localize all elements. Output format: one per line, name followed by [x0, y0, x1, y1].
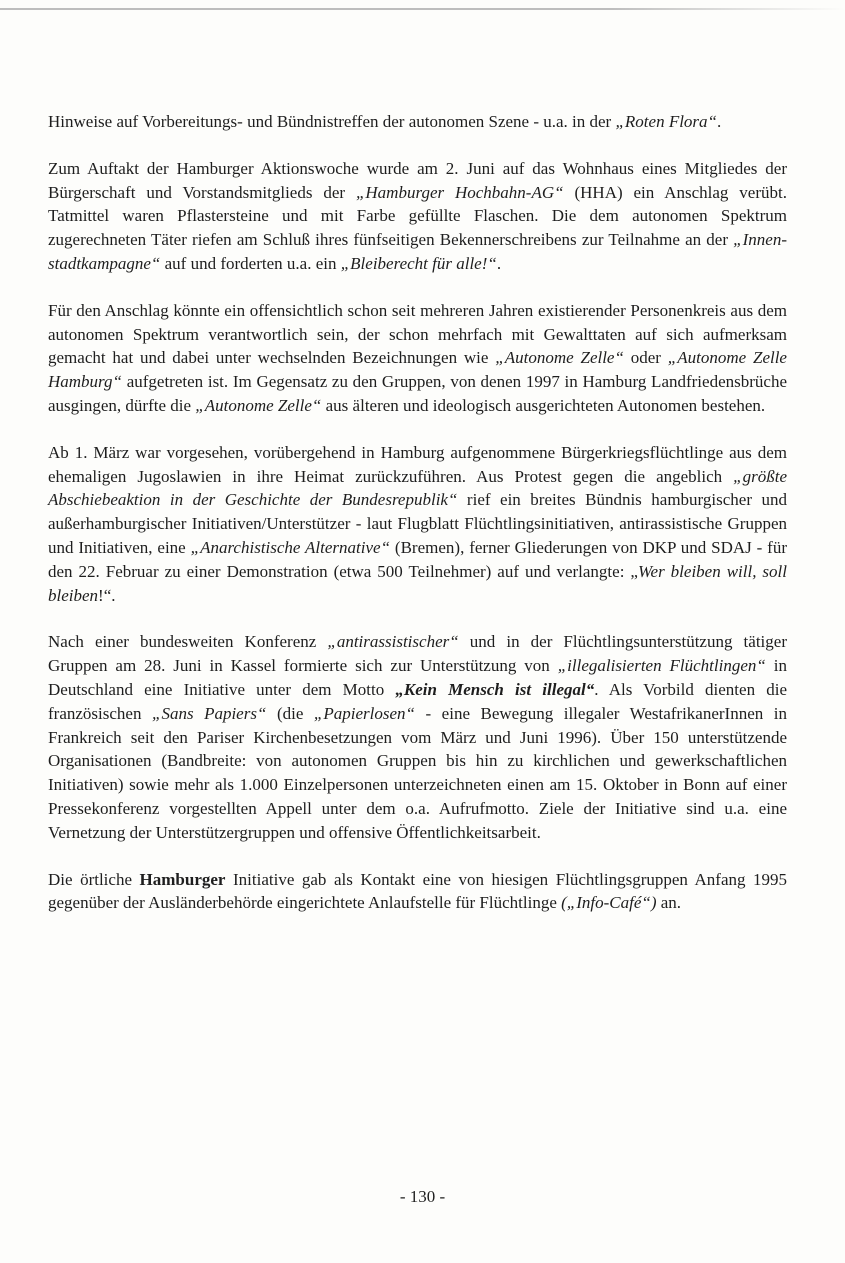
text: . Als Vorbild dienten die französischen: [48, 679, 788, 723]
emphasis: „Bleiberecht für alle!“: [340, 253, 497, 273]
emphasis: „Autonome Zelle Hamburg“: [48, 348, 787, 392]
page-number: - 130 -: [399, 1187, 446, 1206]
text: Zum Auftakt der Hamburger Aktionswoche wurde am 2. Juni auf das Wohnhaus eines Mitgliedes der Bürgerschaft und Vorstandsmitglieds der: [48, 158, 787, 202]
paragraph-roten-flora: [48, 110, 787, 134]
text: .: [496, 253, 502, 273]
text: - eine Bewegung illegaler WestafrikanerInnen in Frankreich seit den Pariser Kirchenbesetzungen vom März und Juni 1996). Über 150 unterstützende Organisationen (Bandbreite: von autonomen Gruppen bis hin zu kirchlichen und gewerkschaftlichen Initiativen) sowie mehr als 1.000 Einzelpersonen unterzeichneten einen am 15. Oktober in Bonn auf einer Pressekonferenz vorgestellten Appell unter dem o.a. Aufrufmotto. Ziele der Initiative sind u.a. eine Vernetzung der Unterstützergruppen und offensive Öffentlichkeitsarbeit.: [48, 703, 787, 842]
emphasis: „Hamburger Hochbahn-AG“: [355, 182, 564, 202]
text: (Bremen), ferner Gliederungen von DKP und SDAJ - für den 22. Februar zu einer Demonstration (etwa 500 Teilnehmer) auf und verlangte: „: [48, 537, 788, 581]
text: rief ein breites Bündnis hamburgischer und außerhamburgischer Initiativen/Unterstützer - laut Flugblatt Flüchtlingsinitiativen, antirassistische Gruppen und Initiativen, eine: [48, 490, 787, 557]
paragraph-kein-mensch-ist-illegal: [48, 630, 787, 844]
text: Für den Anschlag könnte ein offensichtlich schon seit mehreren Jahren existierender Personenkreis aus dem autonomen Spektrum verantwortlich sein, der schon mehrfach mit Gewalttaten auf sich aufmerksam gemacht hat und dabei unter wechselnden Bezeichnungen wie: [48, 300, 787, 368]
emphasis: „Roten Flora“: [615, 112, 718, 131]
text: (HHA) ein Anschlag verübt. Tatmittel waren Pflastersteine und mit Farbe gefüllte Flaschen. Die dem autonomen Spektrum zugerechneten Täter riefen am Schluß ihres fünfseitigen Bekennerschreibens zur Teilnahme an der: [48, 182, 787, 250]
emphasis: („Info-Café“): [561, 893, 657, 913]
paragraph-hamburger-initiative: [48, 868, 787, 916]
emphasis: „Anarchistische Alternative“: [190, 537, 391, 557]
text: auf und forderten u.a. ein: [160, 253, 341, 273]
emphasis: „antirassistischer“: [327, 632, 459, 652]
strong-emphasis: „Kein Mensch ist illegal“: [395, 679, 595, 699]
paragraph-aktionswoche: [48, 157, 787, 276]
text: in Deutschland eine Initiative unter dem Motto: [48, 656, 787, 699]
text: aufgetreten ist. Im Gegensatz zu den Gruppen, von denen 1997 in Hamburg Landfriedensbrüche ausgingen, dürfte die: [48, 372, 787, 415]
emphasis: Wer bleiben will, soll bleiben: [48, 561, 787, 605]
text: Die örtliche: [48, 869, 140, 889]
text: .: [717, 112, 722, 131]
text: (die: [266, 703, 314, 723]
text: und in der Flüchtlingsunterstützung tätiger Gruppen am 28. Juni in Kassel formierte sich zur Unterstützung von: [48, 632, 787, 676]
emphasis: „Innenstadtkampagne“: [48, 230, 787, 273]
text: Ab 1. März war vorgesehen, vorübergehend in Hamburg aufgenommene Bürgerkriegsflüchtlinge aus dem ehemaligen Jugoslawien in ihre Heimat zurückzuführen. Aus Protest gegen die angeblich: [48, 442, 787, 486]
emphasis: „Sans Papiers“: [151, 703, 267, 723]
text: Nach einer bundesweiten Konferenz: [48, 632, 328, 652]
emphasis: „Autonome Zelle“: [495, 348, 624, 368]
text: an.: [656, 893, 682, 913]
text: !“.: [98, 585, 116, 605]
text: aus älteren und ideologisch ausgerichteten Autonomen bestehen.: [321, 395, 766, 415]
text: Initiative gab als Kontakt eine von hiesigen Flüchtlingsgruppen Anfang 1995 gegenüber der Ausländerbehörde eingerichtete Anlaufstelle für Flüchtlinge: [48, 869, 788, 913]
text: Hinweise auf Vorbereitungs- und Bündnistreffen der autonomen Szene - u.a. in der: [48, 112, 616, 131]
document-body: [48, 110, 787, 938]
emphasis: „Autonome Zelle“: [195, 395, 322, 415]
emphasis: „Papierlosen“: [313, 703, 415, 723]
strong: Hamburger: [139, 869, 226, 889]
emphasis: „illegalisierten Flüchtlingen“: [557, 656, 766, 676]
scan-top-rule: [0, 8, 845, 10]
text: oder: [623, 348, 668, 368]
paragraph-demonstration: [48, 441, 787, 608]
paragraph-autonome-zelle: [48, 299, 787, 418]
emphasis: „größte Abschiebeaktion in der Geschichte der Bundesrepublik“: [48, 466, 787, 510]
